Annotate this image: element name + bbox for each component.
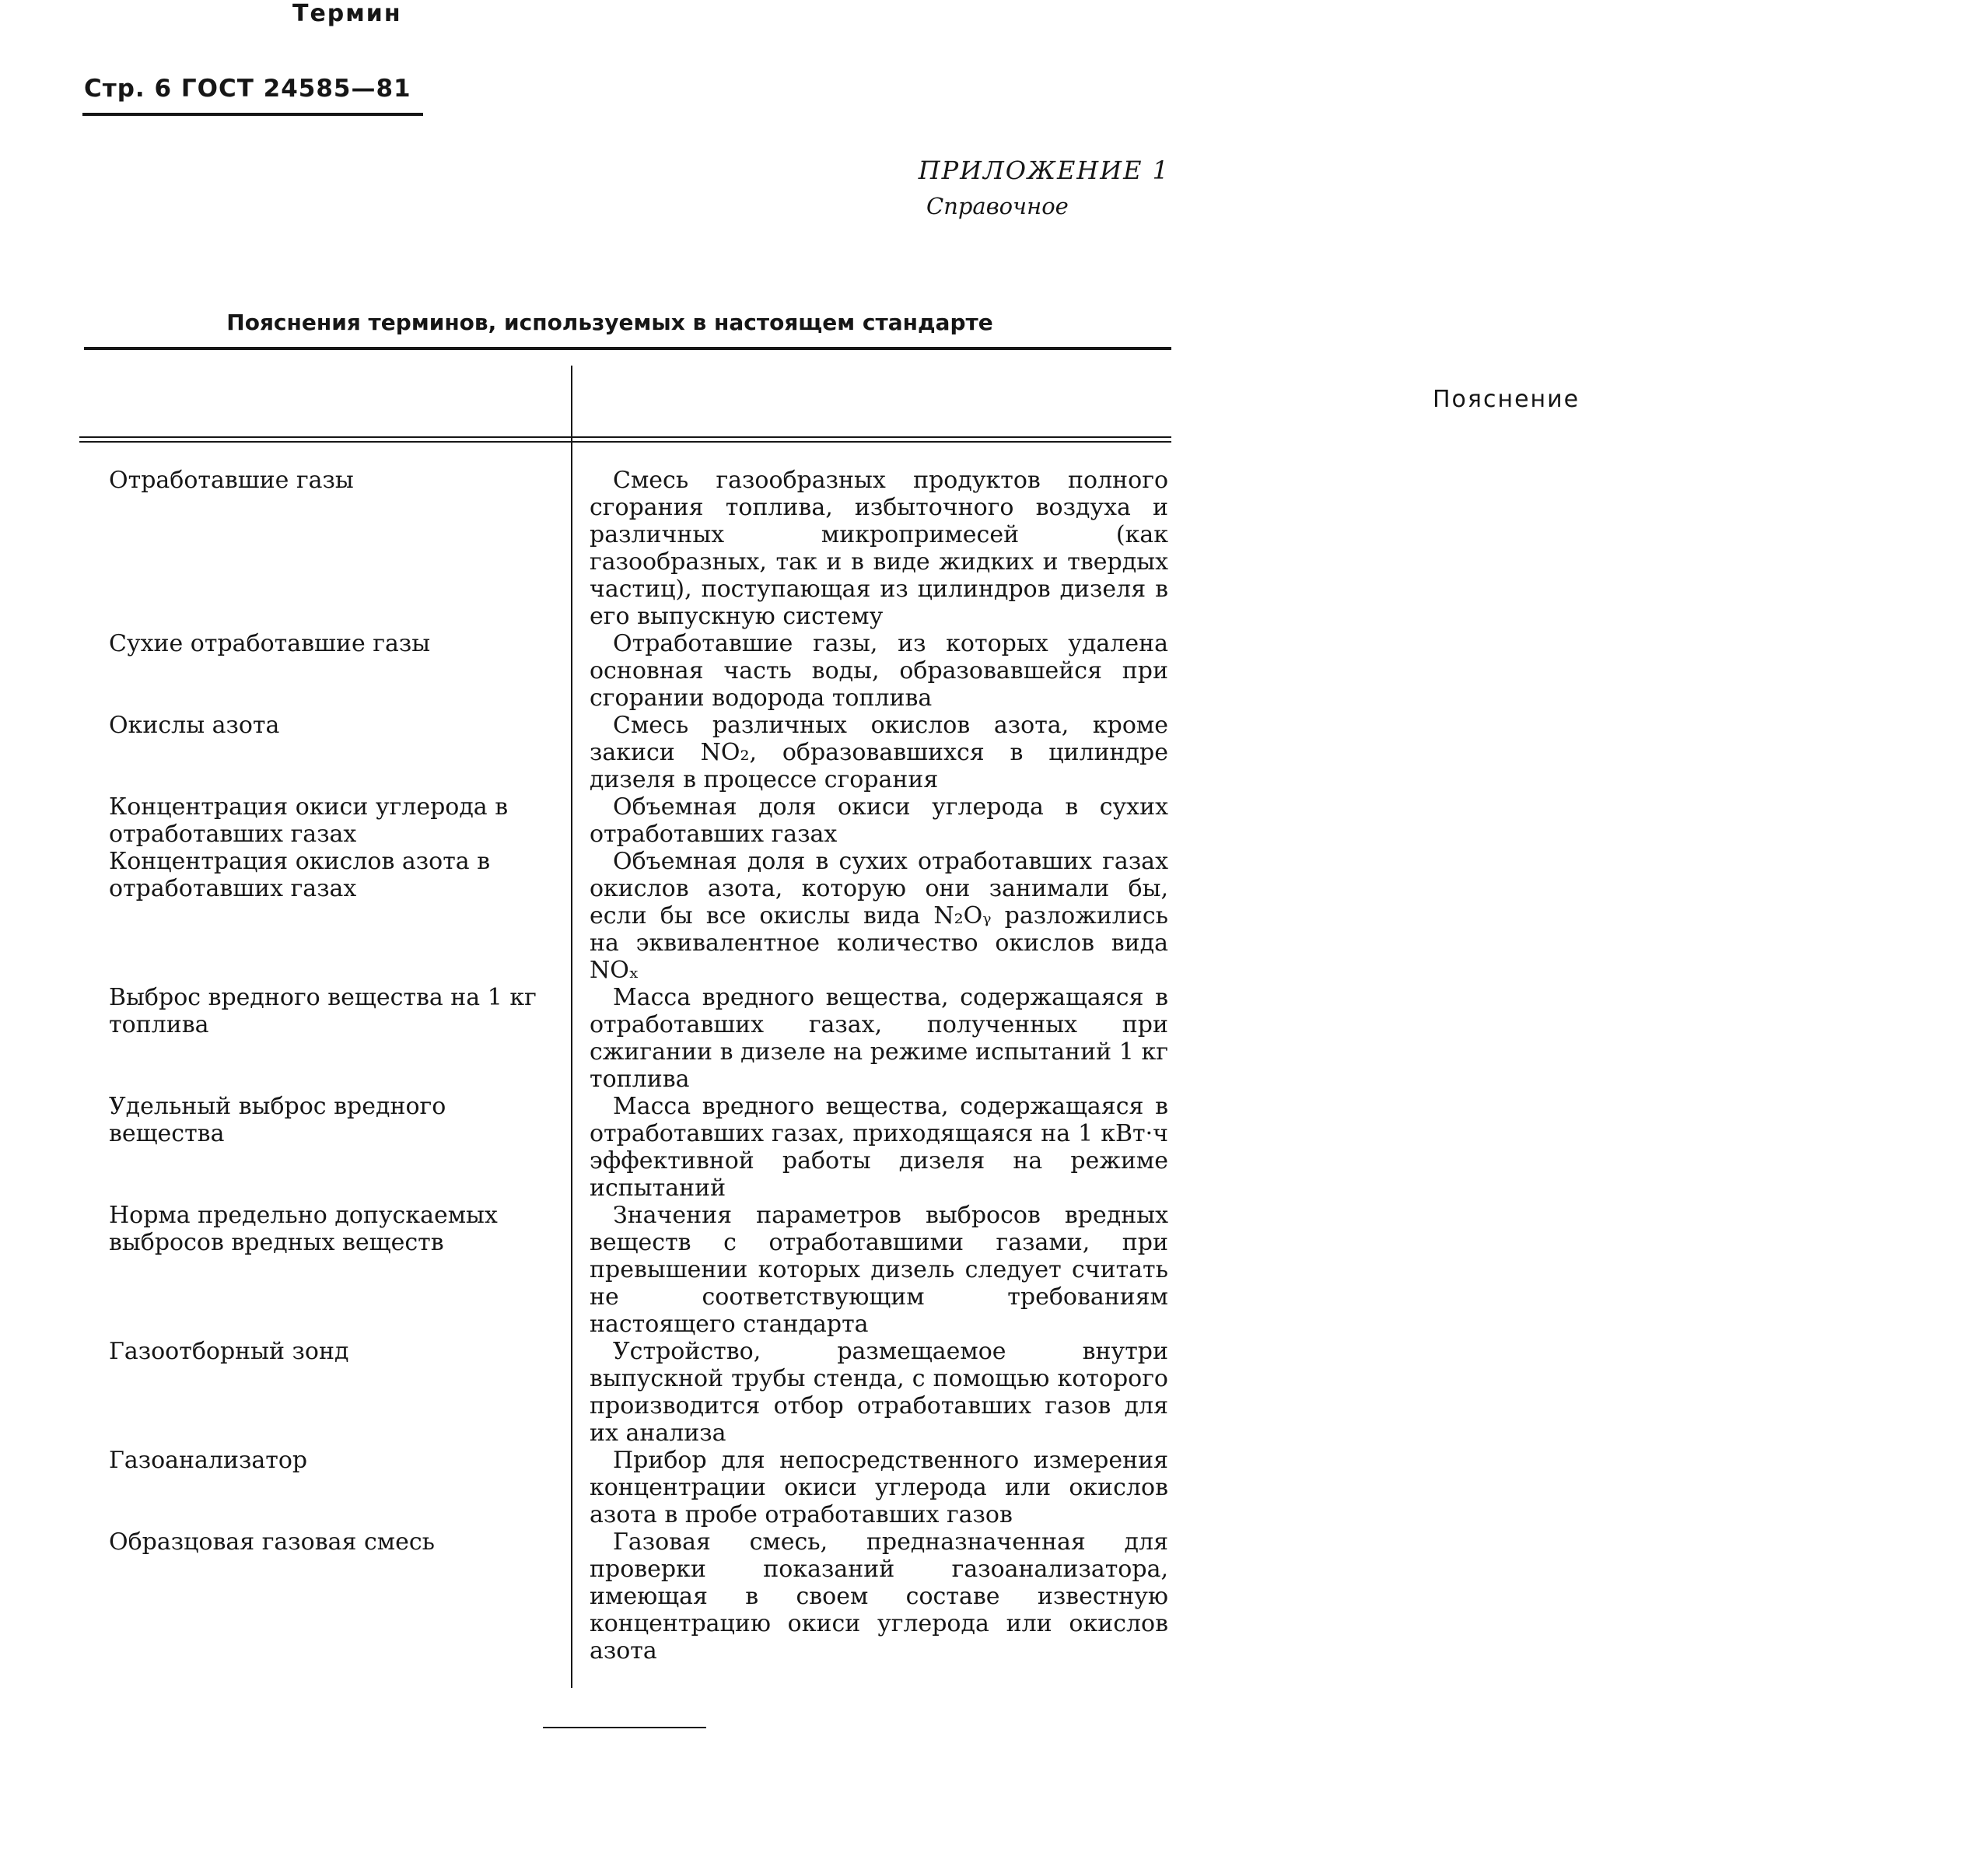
table-row bbox=[0, 1093, 1220, 1202]
table-title: Пояснения терминов, используемых в настоящем стандарте bbox=[226, 310, 993, 335]
header-rule bbox=[82, 113, 423, 116]
term-cell: Сухие отработавшие газы bbox=[109, 630, 431, 657]
explanation-cell: Смесь газообразных продуктов полного сгорания топлива, избыточного воздуха и различных микропримесей (как газообразных, так и в виде жидких и твердых частиц), поступающая из цилиндров дизеля в его выпускную систему bbox=[590, 467, 1168, 630]
explanation-cell: Объемная доля окиси углерода в сухих отработавших газах bbox=[590, 793, 1168, 848]
term-cell: Окислы азота bbox=[109, 712, 280, 739]
column-header-term: Термин bbox=[292, 0, 402, 27]
term-cell: Выброс вредного вещества на 1 кг топлива bbox=[109, 984, 537, 1038]
header-rule-double-a bbox=[79, 436, 1171, 438]
explanation-cell: Устройство, размещаемое внутри выпускной трубы стенда, с помощью которого производится отбор отработавших газов для их анализа bbox=[590, 1338, 1168, 1447]
table-row bbox=[0, 984, 1220, 1093]
appendix-title: ПРИЛОЖЕНИЕ 1 bbox=[918, 156, 1170, 185]
term-cell: Газоанализатор bbox=[109, 1447, 308, 1474]
explanation-cell: Отработавшие газы, из которых удалена основная часть воды, образовавшейся при сгорании водорода топлива bbox=[590, 630, 1168, 712]
explanation-cell: Масса вредного вещества, содержащаяся в отработавших газах, приходящаяся на 1 кВт·ч эффективной работы дизеля на режиме испытаний bbox=[590, 1093, 1168, 1202]
term-cell: Отработавшие газы bbox=[109, 467, 354, 494]
appendix-subtitle: Справочное bbox=[926, 193, 1069, 219]
term-cell: Концентрация окислов азота в отработавших газах bbox=[109, 848, 491, 902]
term-cell: Норма предельно допускаемых выбросов вредных веществ bbox=[109, 1202, 498, 1256]
explanation-cell: Прибор для непосредственного измерения концентрации окиси углерода или окислов азота в пробе отработавших газов bbox=[590, 1447, 1168, 1528]
explanation-cell: Значения параметров выбросов вредных веществ с отработавшими газами, при превышении которых дизель следует считать не соответствующим требованиям настоящего стандарта bbox=[590, 1202, 1168, 1338]
table-row bbox=[0, 848, 1220, 984]
table-row bbox=[0, 1202, 1220, 1338]
term-cell: Газоотборный зонд bbox=[109, 1338, 349, 1365]
table-row bbox=[0, 1447, 1220, 1528]
term-cell: Образцовая газовая смесь bbox=[109, 1528, 435, 1556]
header-rule-double-b bbox=[79, 441, 1171, 443]
table-row bbox=[0, 630, 1220, 712]
term-cell: Концентрация окиси углерода в отработавших газах bbox=[109, 793, 509, 848]
table-row bbox=[0, 712, 1220, 793]
table-body bbox=[0, 467, 1220, 1665]
column-header-explanation: Пояснение bbox=[1433, 386, 1580, 413]
table-row bbox=[0, 467, 1220, 630]
explanation-cell: Смесь различных окислов азота, кроме закиси NO₂, образовавшихся в цилиндре дизеля в процессе сгорания bbox=[590, 712, 1168, 793]
term-cell: Удельный выброс вредного вещества bbox=[109, 1093, 446, 1147]
table-row bbox=[0, 1338, 1220, 1447]
explanation-cell: Масса вредного вещества, содержащаяся в отработавших газах, полученных при сжигании в дизеле на режиме испытаний 1 кг топлива bbox=[590, 984, 1168, 1093]
explanation-cell: Объемная доля в сухих отработавших газах окислов азота, которую они занимали бы, если бы все окислы вида N₂Oᵧ разложились на эквивалентное количество окислов вида NOₓ bbox=[590, 848, 1168, 984]
page-header: Стр. 6 ГОСТ 24585—81 bbox=[84, 75, 411, 103]
footer-rule bbox=[543, 1727, 706, 1728]
table-row bbox=[0, 1528, 1220, 1665]
table-top-rule bbox=[84, 347, 1171, 350]
table-row bbox=[0, 793, 1220, 848]
explanation-cell: Газовая смесь, предназначенная для проверки показаний газоанализатора, имеющая в своем составе известную концентрацию окиси углерода или окислов азота bbox=[590, 1528, 1168, 1665]
